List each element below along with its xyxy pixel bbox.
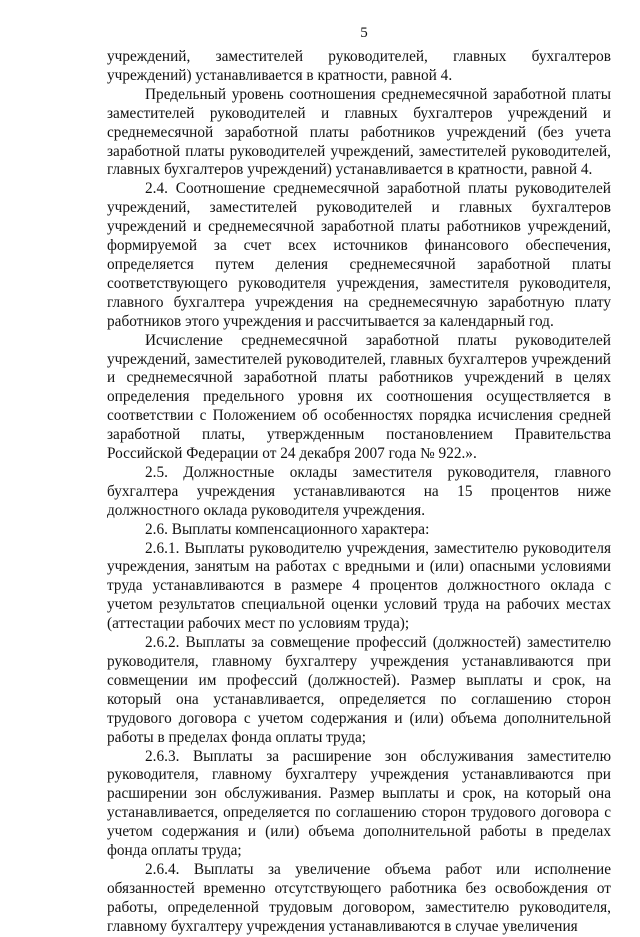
paragraph-calculation: Исчисление среднемесячной заработной платы руководителей учреждений, заместителей руководителей, главных бухгалтеров учреждений и среднемесячной заработной платы работников учреждений в целях определения предельного уровня их соотношения осуществляется в соответствии с Положением об особенностях порядка исчисления средней заработной платы, утвержденным постановлением Правительства Российской Федерации от 24 декабря 2007 года № 922.». <box>107 331 611 463</box>
paragraph-continuation: учреждений, заместителей руководителей, главных бухгалтеров учреждений) устанавливается в кратности, равной 4. <box>107 48 611 84</box>
document-body <box>107 48 611 937</box>
paragraph-2-5: 2.5. Должностные оклады заместителя руководителя, главного бухгалтера учреждения устанавливаются на 15 процентов ниже должностного оклада руководителя учреждения. <box>107 463 611 519</box>
paragraph-2-4: 2.4. Соотношение среднемесячной заработной платы руководителей учреждений, заместителей руководителей и главных бухгалтеров учреждений и среднемесячной заработной платы работников учреждений, формируемой за счет всех источников финансового обеспечения, определяется путем деления среднемесячной заработной платы соответствующего руководителя учреждения, заместителя руководителя, главного бухгалтера учреждения на среднемесячную заработную плату работников этого учреждения и рассчитывается за календарный год. <box>107 180 611 330</box>
page-number: 5 <box>360 25 368 41</box>
paragraph-2-6-3: 2.6.3. Выплаты за расширение зон обслуживания заместителю руководителя, главному бухгалтеру учреждения устанавливаются при расширении зон обслуживания. Размер выплаты и срок, на который она устанавливается, определяется по соглашению сторон трудового договора с учетом содержания и (или) объема дополнительной работы в пределах фонда оплаты труда; <box>107 747 611 860</box>
paragraph-2-6: 2.6. Выплаты компенсационного характера: <box>145 520 430 538</box>
paragraph-2-6-1: 2.6.1. Выплаты руководителю учреждения, заместителю руководителя учреждения, занятым на работах с вредными и (или) опасными условиями труда устанавливаются в размере 4 процентов должностного оклада с учетом результатов специальной оценки условий труда на рабочих местах (аттестации рабочих мест по условиям труда); <box>107 539 611 633</box>
paragraph-2-6-2: 2.6.2. Выплаты за совмещение профессий (должностей) заместителю руководителя, главному бухгалтеру учреждения устанавливаются при совмещении им профессий (должностей). Размер выплаты и срок, на который она устанавливается, определяется по соглашению сторон трудового договора с учетом содержания и (или) объема дополнительной работы в пределах фонда оплаты труда; <box>107 634 611 746</box>
document-page <box>107 24 611 937</box>
paragraph-2-6-4: 2.6.4. Выплаты за увеличение объема работ или исполнение обязанностей временно отсутствующего работника без освобождения от работы, определенной трудовым договором, заместителю руководителя, главному бухгалтеру учреждения устанавливаются в случае увеличения <box>107 860 611 935</box>
paragraph-ratio-deputies: Предельный уровень соотношения среднемесячной заработной платы заместителей руководителей и главных бухгалтеров учреждений и среднемесячной заработной платы работников учреждений (без учета заработной платы руководителей учреждений, заместителей руководителей, главных бухгалтеров учреждений) устанавливается в кратности, равной 4. <box>107 85 611 179</box>
